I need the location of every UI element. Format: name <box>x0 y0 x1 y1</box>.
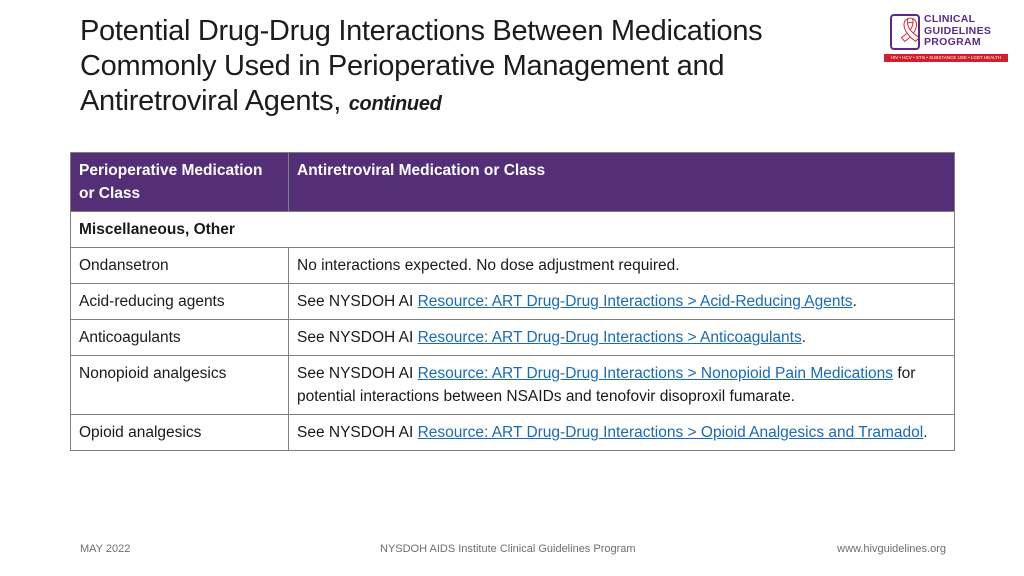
medication-cell: Acid-reducing agents <box>71 284 289 320</box>
interaction-prefix: See NYSDOH AI <box>297 365 418 382</box>
clinical-guidelines-logo[interactable] <box>884 14 1008 64</box>
interaction-prefix: See NYSDOH AI <box>297 424 418 441</box>
medication-cell: Anticoagulants <box>71 320 289 356</box>
table-row <box>71 284 955 320</box>
medication-cell: Nonopioid analgesics <box>71 356 289 415</box>
interaction-cell <box>289 284 955 320</box>
logo-line-2: GUIDELINES <box>924 24 992 37</box>
table-header-row <box>71 153 955 212</box>
slide-title-continued: continued <box>348 93 442 115</box>
interaction-prefix: See NYSDOH AI <box>297 329 418 346</box>
interaction-suffix: . <box>801 329 807 346</box>
medication-cell: Ondansetron <box>71 248 289 284</box>
interaction-cell <box>289 356 955 415</box>
section-row <box>71 212 955 248</box>
resource-link-opioid[interactable]: Resource: ART Drug-Drug Interactions > Opioid Analgesics and Tramadol <box>417 424 924 441</box>
section-label: Miscellaneous, Other <box>71 212 955 248</box>
table-row <box>71 248 955 284</box>
logo-wordmark <box>924 14 991 49</box>
footer-url[interactable]: www.hivguidelines.org <box>837 543 946 555</box>
table-row <box>71 415 955 451</box>
footer-program: NYSDOH AIDS Institute Clinical Guidelines Program <box>380 543 636 555</box>
interaction-cell: No interactions expected. No dose adjustment required. <box>289 248 955 284</box>
resource-link-anticoagulants[interactable]: Resource: ART Drug-Drug Interactions > Anticoagulants <box>417 329 802 346</box>
footer-date: MAY 2022 <box>80 543 131 555</box>
interaction-cell <box>289 415 955 451</box>
interaction-cell <box>289 320 955 356</box>
resource-link-acid-reducing[interactable]: Resource: ART Drug-Drug Interactions > Acid-Reducing Agents <box>417 293 853 310</box>
red-ribbon-icon: 🎗 <box>895 17 926 44</box>
header-perioperative: Perioperative Medication or Class <box>71 153 289 212</box>
logo-line-1: CLINICAL <box>924 13 976 25</box>
slide-title <box>80 14 840 122</box>
table-row <box>71 320 955 356</box>
interaction-suffix: . <box>923 424 928 441</box>
resource-link-nonopioid[interactable]: Resource: ART Drug-Drug Interactions > Nonopioid Pain Medications <box>417 365 894 382</box>
table-row <box>71 356 955 415</box>
interactions-table <box>70 152 955 451</box>
logo-topics-band: HIV • HCV • STIs • SUBSTANCE USE • LGBT HEALTH <box>884 54 1008 62</box>
logo-line-3: PROGRAM <box>924 36 981 48</box>
slide-title-main: Potential Drug-Drug Interactions Between Medications Commonly Used in Perioperative Management and Antiretroviral Agents, <box>80 15 763 117</box>
interaction-prefix: See NYSDOH AI <box>297 293 418 310</box>
medication-cell: Opioid analgesics <box>71 415 289 451</box>
interaction-suffix: . <box>852 293 857 310</box>
interaction-suffix: for potential interactions between NSAIDs and tenofovir disoproxil fumarate. <box>297 365 916 405</box>
header-antiretroviral: Antiretroviral Medication or Class <box>289 153 955 212</box>
